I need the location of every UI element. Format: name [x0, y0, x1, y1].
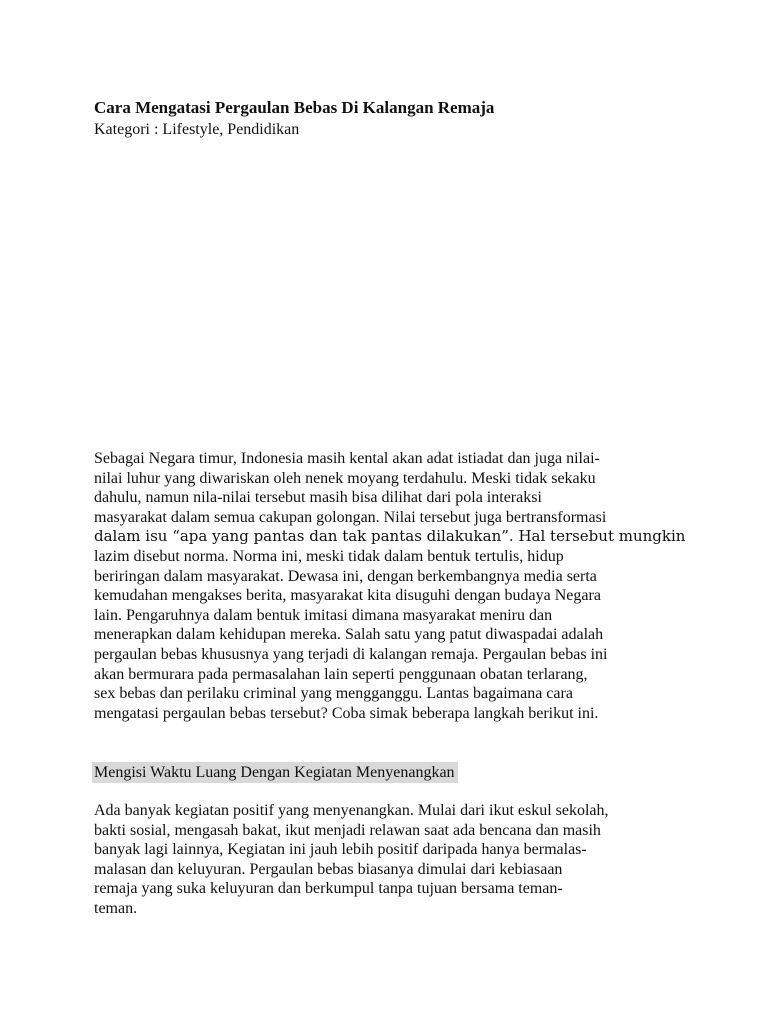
paragraph-line: lain. Pengaruhnya dalam bentuk imitasi dimana masyarakat meniru dan — [94, 606, 553, 624]
paragraph-line: teman. — [94, 899, 138, 917]
paragraph-line: sex bebas dan perilaku criminal yang mengganggu. Lantas bagaimana cara — [94, 685, 573, 703]
intro-paragraph — [94, 449, 694, 723]
paragraph-line: lazim disebut norma. Norma ini, meski tidak dalam bentuk tertulis, hidup — [94, 547, 564, 565]
paragraph-line: banyak lagi lainnya, Kegiatan ini jauh lebih positif daripada hanya bermalas- — [94, 841, 587, 859]
page-title: Cara Mengatasi Pergaulan Bebas Di Kalangan Remaja — [94, 98, 495, 117]
paragraph-line: beriringan dalam masyarakat. Dewasa ini, dengan berkembangnya media serta — [94, 567, 597, 585]
paragraph-line: akan bermurara pada permasalahan lain seperti penggunaan obatan terlarang, — [94, 665, 588, 683]
paragraph-line: pergaulan bebas khususnya yang terjadi di kalangan remaja. Pergaulan bebas ini — [94, 645, 608, 663]
paragraph-line: Sebagai Negara timur, Indonesia masih kental akan adat istiadat dan juga nilai- — [94, 450, 600, 467]
section-paragraph — [94, 801, 694, 919]
paragraph-line: mengatasi pergaulan bebas tersebut? Coba simak beberapa langkah berikut ini. — [94, 704, 599, 722]
paragraph-line: nilai luhur yang diwariskan oleh nenek moyang terdahulu. Meski tidak sekaku — [94, 469, 596, 487]
category-line: Kategori : Lifestyle, Pendidikan — [94, 121, 300, 138]
paragraph-line: malasan dan keluyuran. Pergaulan bebas biasanya dimulai dari kebiasaan — [94, 860, 563, 878]
paragraph-line: dahulu, namun nila-nilai tersebut masih bisa dilihat dari pola interaksi — [94, 489, 542, 507]
paragraph-line: Ada banyak kegiatan positif yang menyenangkan. Mulai dari ikut eskul sekolah, — [94, 802, 609, 819]
paragraph-line: bakti sosial, mengasah bakat, ikut menjadi relawan saat ada bencana dan masih — [94, 821, 601, 839]
paragraph-line: dalam isu “apa yang pantas dan tak pantas dilakukan”. Hal tersebut mungkin — [94, 527, 686, 546]
section-heading: Mengisi Waktu Luang Dengan Kegiatan Menyenangkan — [92, 762, 458, 783]
paragraph-line: masyarakat dalam semua cakupan golongan. Nilai tersebut juga bertransformasi — [94, 508, 607, 526]
paragraph-line: remaja yang suka keluyuran dan berkumpul tanpa tujuan bersama teman- — [94, 880, 563, 898]
paragraph-line: kemudahan mengakses berita, masyarakat kita disuguhi dengan budaya Negara — [94, 587, 601, 605]
paragraph-line: menerapkan dalam kehidupan mereka. Salah satu yang patut diwaspadai adalah — [94, 626, 604, 644]
